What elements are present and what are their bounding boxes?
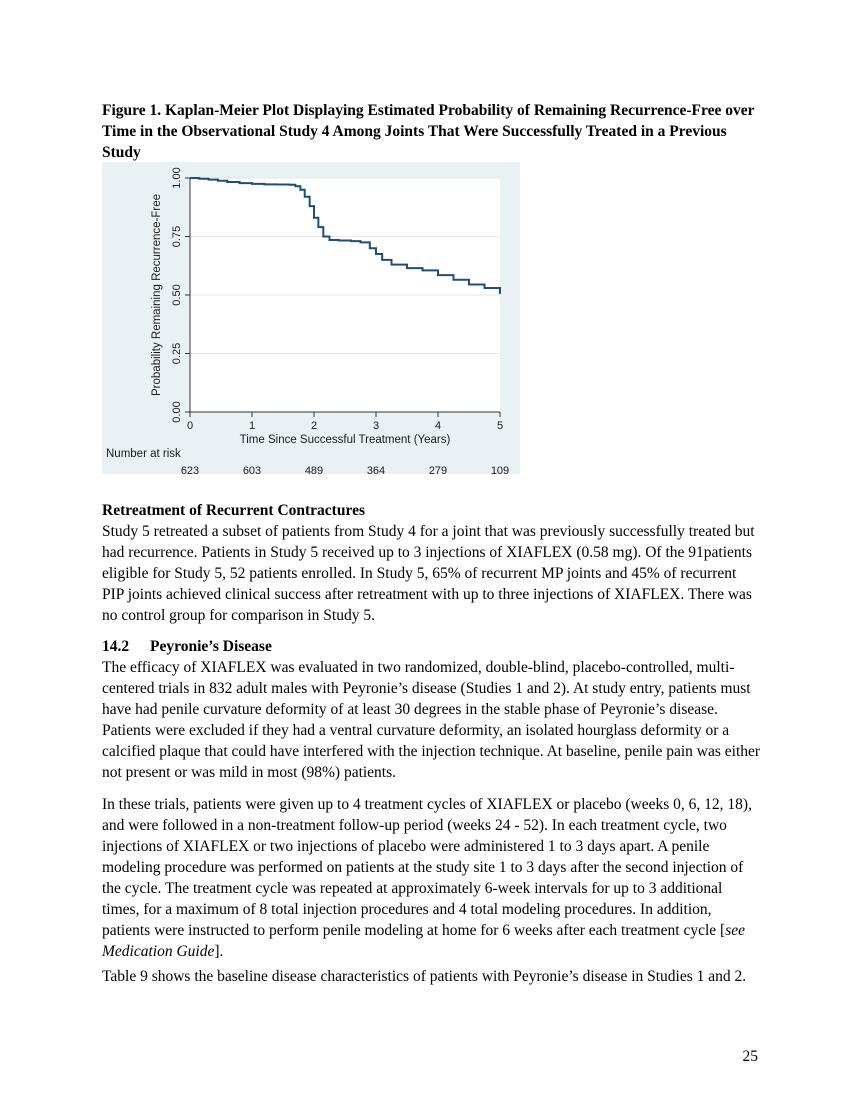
retreatment-paragraph [102, 521, 762, 626]
x-tick-label: 4 [434, 420, 442, 432]
y-tick-label: 0.50 [171, 284, 183, 306]
x-tick-label: 1 [248, 420, 256, 432]
risk-table-value: 364 [366, 465, 386, 474]
risk-table-value: 279 [428, 465, 448, 474]
risk-table-value: 109 [490, 465, 510, 474]
body-2-text: In these trials, patients were given up to 4 treatment cycles of XIAFLEX or placebo (weeks 0, 6, 12, 18), and were followed in a non-treatment follow-up period (weeks 24 - 52). In each treatment cycle, two injections of XIAFLEX or two injections of placebo were administered 1 to 3 days apart. A penile modeling procedure was performed on patients at the study site 1 to 3 days after the second injection of the cycle. The treatment cycle was repeated at approximately 6-week intervals for up to 3 additional times, for a maximum of 8 total injection procedures and 4 total modeling procedures. In addition, patients were instructed to perform penile modeling at home for 6 weeks after each treatment cycle [ [102, 796, 752, 939]
x-tick-label: 3 [372, 420, 380, 432]
x-tick-label: 2 [310, 420, 318, 432]
kaplan-meier-chart [102, 162, 520, 474]
retreatment-body: Study 5 retreated a subset of patients from Study 4 for a joint that was previously successfully treated but had recurrence. Patients in Study 5 received up to 3 injections of XIAFLEX (0.58 mg). Of the 91patients eligible for Study 5, 52 patients enrolled. In Study 5, 65% of recurrent MP joints and 45% of recurrent PIP joints achieved clinical success after retreatment with up to three injections of XIAFLEX. There was no control group for comparison in Study 5. [102, 523, 755, 624]
risk-table-value: 623 [180, 465, 200, 474]
medication-guide-reference: see Medication Guide [102, 922, 745, 960]
page-number: 25 [742, 1048, 758, 1065]
peyronie-paragraph-1 [102, 657, 762, 783]
y-tick-label: 0.25 [171, 342, 183, 365]
x-tick-label: 5 [496, 420, 504, 432]
x-axis-ticks [187, 412, 503, 432]
peyronie-body-2 [102, 794, 762, 962]
retreatment-heading: Retreatment of Recurrent Contractures [102, 502, 365, 519]
peyronie-paragraph-2 [102, 794, 762, 962]
figure-caption: Figure 1. Kaplan-Meier Plot Displaying Estimated Probability of Remaining Recurrence-Free over Time in the Observational Study 4 Among Joints That Were Successfully Treated in a Previous Study [102, 102, 755, 161]
risk-table-value: 603 [242, 465, 262, 474]
peyronie-body-1: The efficacy of XIAFLEX was evaluated in two randomized, double-blind, placebo-controlled, multi-centered trials in 832 adult males with Peyronie’s disease (Studies 1 and 2). At study entry, patients must have had penile curvature deformity of at least 30 degrees in the stable phase of Peyronie’s disease. Patients were excluded if they had a ventral curvature deformity, an isolated hourglass deformity or a calcified plaque that could have interfered with the injection technique. At baseline, penile pain was either not present or was mild in most (98%) patients. [102, 659, 761, 781]
x-tick-label: 0 [186, 420, 194, 432]
y-axis-label: Probability Remaining Recurrence-Free [151, 194, 163, 396]
chart-svg [102, 162, 520, 474]
peyronie-body-3: Table 9 shows the baseline disease characteristics of patients with Peyronie’s disease in Studies 1 and 2. [102, 968, 747, 985]
peyronie-heading [102, 636, 272, 657]
risk-table-values [181, 465, 509, 474]
body-2-end: ]. [214, 943, 224, 960]
section-number: 14.2 [102, 638, 130, 655]
risk-table-label: Number at risk [106, 448, 181, 460]
risk-table-value: 489 [304, 465, 324, 474]
peyronie-paragraph-3 [102, 966, 762, 987]
y-tick-label: 1.00 [171, 167, 183, 189]
y-tick-label: 0.00 [171, 401, 183, 423]
y-axis-ticks [171, 167, 190, 422]
section-title: Peyronie’s Disease [150, 638, 272, 655]
x-axis-label: Time Since Successful Treatment (Years) [239, 434, 451, 446]
y-tick-label: 0.75 [171, 225, 183, 248]
